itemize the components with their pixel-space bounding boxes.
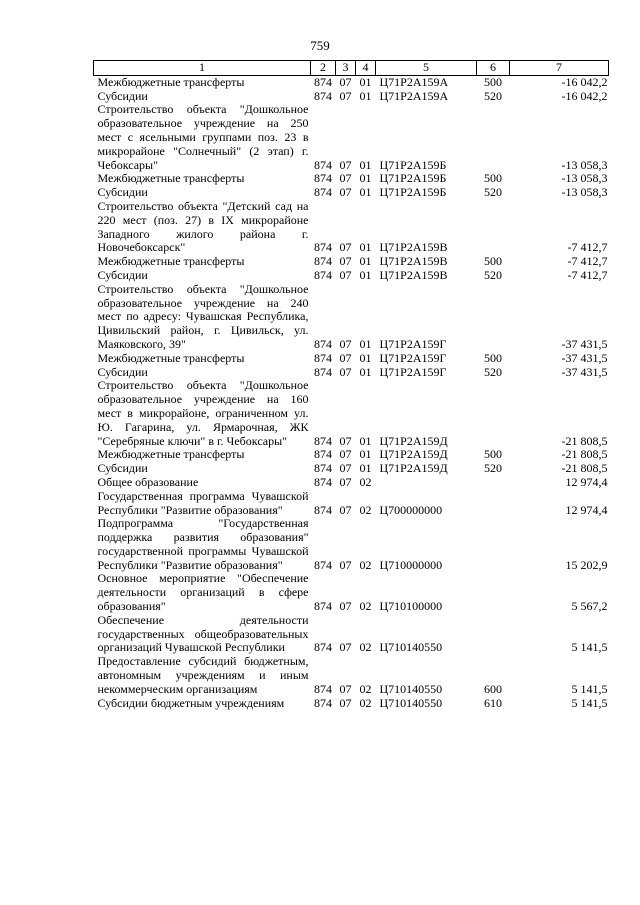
row-name: Обеспечение деятельности государственных общеобразовательных организаций Чувашской Республики (97, 612, 309, 655)
row-amount: -37 431,5 (561, 336, 608, 351)
row-section-code: 07 (339, 336, 352, 351)
table-row (94, 697, 609, 711)
row-amount: -7 412,7 (567, 267, 608, 282)
row-section-code: 07 (339, 599, 352, 614)
row-subsection-code: 02 (359, 474, 372, 489)
header-row (94, 61, 609, 76)
table-body (94, 75, 609, 710)
row-target-code: Ц71Р2А159В (379, 254, 448, 269)
table-row (94, 490, 609, 518)
row-target-code: Ц71Р2А159Б (379, 157, 447, 172)
row-ministry-code: 874 (314, 474, 332, 489)
table-row (94, 103, 609, 172)
row-ministry-code: 874 (314, 364, 332, 379)
row-section-code: 07 (339, 74, 352, 89)
row-target-code: Ц700000000 (379, 502, 443, 517)
row-name: Межбюджетные трансферты (97, 447, 245, 462)
row-subsection-code: 02 (359, 640, 372, 655)
row-section-code: 07 (339, 557, 352, 572)
row-amount: 12 974,4 (565, 502, 608, 517)
table-row (94, 366, 609, 380)
row-expense-type (477, 614, 510, 655)
row-name: Строительство объекта "Дошкольное образовательное учреждение на 250 мест с ясельными группами поз. 23 в микрорайоне "Солнечный" (2 этап) г. Чебоксары" (97, 102, 309, 172)
table-row (94, 200, 609, 255)
table-row (94, 186, 609, 200)
row-subsection-code: 02 (359, 695, 372, 710)
row-name: Межбюджетные трансферты (97, 74, 245, 89)
row-expense-type: 500 (484, 447, 502, 462)
row-ministry-code: 874 (314, 185, 332, 200)
row-subsection-code: 01 (359, 433, 372, 448)
row-subsection-code: 01 (359, 267, 372, 282)
row-target-code: Ц710140550 (379, 681, 443, 696)
row-subsection-code: 01 (359, 88, 372, 103)
row-target-code: Ц71Р2А159В (379, 240, 448, 255)
row-subsection-code: 01 (359, 254, 372, 269)
table-row (94, 462, 609, 476)
row-amount: 12 974,4 (565, 474, 608, 489)
row-section-code: 07 (339, 88, 352, 103)
row-name: Основное мероприятие "Обеспечение деятельности организаций в сфере образования" (97, 571, 309, 614)
row-section-code: 07 (339, 171, 352, 186)
row-ministry-code: 874 (314, 433, 332, 448)
row-subsection-code: 02 (359, 599, 372, 614)
row-target-code: Ц71Р2А159А (379, 88, 449, 103)
row-section-code: 07 (339, 433, 352, 448)
row-target-code: Ц710140550 (379, 695, 443, 710)
row-ministry-code: 874 (314, 447, 332, 462)
row-name: Строительство объекта "Дошкольное образовательное учреждение на 240 мест по адресу: Чувашская Республика, Цивильский район, г. Цивильск, ул. Маяковского, 39" (97, 281, 309, 351)
row-subsection-code: 01 (359, 350, 372, 365)
row-amount: 15 202,9 (565, 557, 608, 572)
row-ministry-code: 874 (314, 599, 332, 614)
row-name: Межбюджетные трансферты (97, 254, 245, 269)
row-subsection-code: 01 (359, 336, 372, 351)
row-target-code: Ц710100000 (379, 599, 443, 614)
row-section-code: 07 (339, 240, 352, 255)
row-target-code: Ц71Р2А159Г (379, 364, 447, 379)
row-section-code: 07 (339, 157, 352, 172)
header-col-6: 6 (477, 61, 510, 76)
row-expense-type (477, 476, 510, 490)
row-target-code: Ц71Р2А159Б (379, 185, 447, 200)
row-ministry-code: 874 (314, 157, 332, 172)
row-expense-type: 500 (484, 254, 502, 269)
row-amount: -13 058,3 (561, 171, 608, 186)
row-expense-type (477, 103, 510, 172)
row-target-code: Ц71Р2А159Б (379, 171, 447, 186)
row-expense-type: 520 (484, 364, 502, 379)
header-col-3: 3 (336, 61, 356, 76)
row-subsection-code: 01 (359, 447, 372, 462)
row-amount: -37 431,5 (561, 364, 608, 379)
table-header (94, 61, 609, 76)
row-amount: -7 412,7 (567, 254, 608, 269)
row-target-code: Ц71Р2А159Г (379, 350, 447, 365)
row-section-code: 07 (339, 364, 352, 379)
row-target-code: Ц71Р2А159Д (379, 461, 448, 476)
row-expense-type (477, 283, 510, 352)
row-amount: 5 141,5 (571, 681, 608, 696)
table-row (94, 255, 609, 269)
row-subsection-code: 02 (359, 557, 372, 572)
header-col-1: 1 (94, 61, 311, 76)
page-number: 759 (310, 38, 330, 53)
row-amount: 5 567,2 (571, 599, 608, 614)
row-section-code: 07 (339, 681, 352, 696)
row-name: Межбюджетные трансферты (97, 171, 245, 186)
row-amount: -16 042,2 (561, 74, 608, 89)
row-name: Строительство объекта "Дошкольное образовательное учреждение на 160 мест в микрорайоне, ограниченном ул. Ю. Гагарина, ул. Ярмарочная, ЖК "Серебряные ключи" в г. Чебоксары" (97, 378, 309, 448)
row-expense-type: 600 (484, 681, 502, 696)
row-expense-type (477, 490, 510, 518)
row-subsection-code: 02 (359, 681, 372, 696)
row-expense-type: 520 (484, 88, 502, 103)
row-name: Субсидии (97, 267, 148, 282)
row-ministry-code: 874 (314, 267, 332, 282)
row-amount: 5 141,5 (571, 695, 608, 710)
row-subsection-code: 01 (359, 74, 372, 89)
header-col-7: 7 (510, 61, 609, 76)
row-target-code (376, 476, 477, 490)
row-expense-type (477, 200, 510, 255)
row-name: Подпрограмма "Государственная поддержка развития образования" государственной программы Чувашской Республики "Развитие образования" (97, 516, 309, 572)
row-expense-type: 520 (484, 267, 502, 282)
row-subsection-code: 01 (359, 364, 372, 379)
row-subsection-code: 01 (359, 461, 372, 476)
row-expense-type (477, 517, 510, 572)
row-subsection-code: 01 (359, 157, 372, 172)
header-col-2: 2 (311, 61, 336, 76)
row-expense-type: 500 (484, 350, 502, 365)
row-expense-type: 520 (484, 461, 502, 476)
row-section-code: 07 (339, 640, 352, 655)
table-row (94, 614, 609, 655)
row-expense-type: 500 (484, 171, 502, 186)
row-amount: -7 412,7 (567, 240, 608, 255)
row-section-code: 07 (339, 461, 352, 476)
row-expense-type (477, 379, 510, 448)
row-name: Субсидии (97, 364, 148, 379)
row-name: Субсидии (97, 461, 148, 476)
table-row (94, 655, 609, 696)
row-amount: -37 431,5 (561, 350, 608, 365)
row-ministry-code: 874 (314, 254, 332, 269)
row-name: Субсидии (97, 185, 148, 200)
row-amount: 5 141,5 (571, 640, 608, 655)
row-target-code: Ц71Р2А159Д (379, 447, 448, 462)
row-ministry-code: 874 (314, 557, 332, 572)
row-name: Предоставление субсидий бюджетным, автономным учреждениям и иным некоммерческим организациям (97, 654, 309, 696)
header-col-5: 5 (376, 61, 477, 76)
table-row (94, 448, 609, 462)
row-subsection-code: 01 (359, 240, 372, 255)
row-expense-type: 520 (484, 185, 502, 200)
row-ministry-code: 874 (314, 336, 332, 351)
row-section-code: 07 (339, 502, 352, 517)
budget-table (93, 60, 609, 710)
table-row (94, 75, 609, 89)
row-target-code: Ц71Р2А159А (379, 74, 449, 89)
table-row (94, 269, 609, 283)
row-ministry-code: 874 (314, 350, 332, 365)
row-amount: -13 058,3 (561, 157, 608, 172)
row-name: Субсидии (97, 88, 148, 103)
row-ministry-code: 874 (314, 74, 332, 89)
row-ministry-code: 874 (314, 240, 332, 255)
row-ministry-code: 874 (314, 88, 332, 103)
row-name: Государственная программа Чувашской Республики "Развитие образования" (97, 488, 309, 517)
row-target-code: Ц71Р2А159В (379, 267, 448, 282)
table-row (94, 352, 609, 366)
row-name: Субсидии бюджетным учреждениям (97, 695, 285, 710)
table-row (94, 283, 609, 352)
row-ministry-code: 874 (314, 695, 332, 710)
row-name: Общее образование (97, 474, 199, 489)
row-subsection-code: 01 (359, 185, 372, 200)
row-name: Межбюджетные трансферты (97, 350, 245, 365)
row-amount: -13 058,3 (561, 185, 608, 200)
row-ministry-code: 874 (314, 171, 332, 186)
row-section-code: 07 (339, 695, 352, 710)
row-expense-type: 500 (484, 74, 502, 89)
row-name: Строительство объекта "Детский сад на 220 мест (поз. 27) в IX микрорайоне Западного жилого района г. Новочебоксарск" (97, 198, 309, 255)
row-subsection-code: 02 (359, 502, 372, 517)
header-col-4: 4 (356, 61, 376, 76)
row-section-code: 07 (339, 447, 352, 462)
table-row (94, 517, 609, 572)
row-section-code: 07 (339, 254, 352, 269)
row-section-code: 07 (339, 350, 352, 365)
row-section-code: 07 (339, 267, 352, 282)
table-row (94, 379, 609, 448)
row-expense-type (477, 572, 510, 613)
row-amount: -21 808,5 (561, 447, 608, 462)
row-ministry-code: 874 (314, 681, 332, 696)
row-target-code: Ц710000000 (379, 557, 443, 572)
table-row (94, 572, 609, 613)
row-section-code: 07 (339, 185, 352, 200)
row-expense-type: 610 (484, 695, 502, 710)
row-target-code: Ц71Р2А159Д (379, 433, 448, 448)
row-section-code: 07 (339, 474, 352, 489)
row-target-code: Ц71Р2А159Г (379, 336, 447, 351)
row-ministry-code: 874 (314, 640, 332, 655)
table-row (94, 476, 609, 490)
table-row (94, 90, 609, 104)
row-ministry-code: 874 (314, 502, 332, 517)
row-amount: -21 808,5 (561, 433, 608, 448)
row-amount: -21 808,5 (561, 461, 608, 476)
table-row (94, 172, 609, 186)
row-target-code: Ц710140550 (379, 640, 443, 655)
row-subsection-code: 01 (359, 171, 372, 186)
row-amount: -16 042,2 (561, 88, 608, 103)
row-ministry-code: 874 (314, 461, 332, 476)
